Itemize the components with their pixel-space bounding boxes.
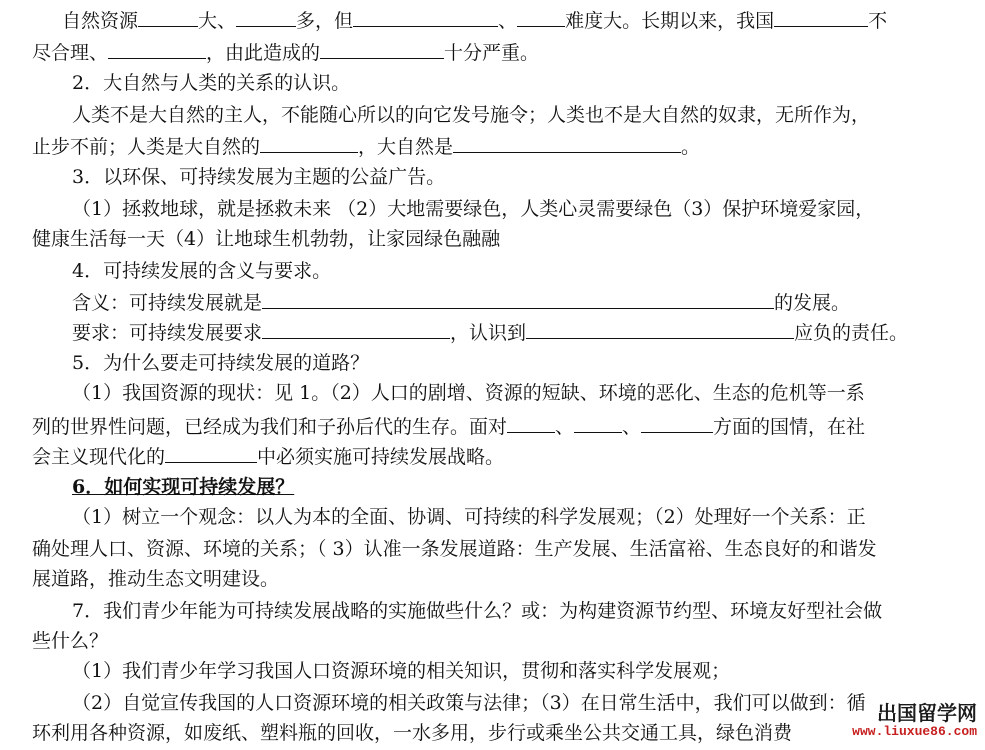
line-text: （1）我国资源的现状：见 1。（2）人口的剧增、资源的短缺、环境的恶化、生态的危机等一系 [72,382,865,404]
fill-blank[interactable] [574,412,622,433]
text-line-5 [32,132,985,160]
text-line-11 [72,318,985,346]
line-text: 健康生活每一天（4）让地球生机勃勃，让家园绿色融融 [32,228,501,250]
line-text: （1）拯救地球，就是拯救未来 （2）大地需要绿色，人类心灵需要绿色（3）保护环境爱家园， [72,198,875,220]
fill-blank[interactable] [260,132,358,153]
line-text: 确处理人口、资源、环境的关系；（ 3）认准一条发展道路：生产发展、生活富裕、生态良好的和谐发 [32,538,877,560]
line-text: 展道路，推动生态文明建设。 [32,568,280,590]
text-line-10 [72,288,985,316]
fill-blank[interactable] [165,442,257,463]
line-text: 不 [868,10,888,32]
line-text: 方面的国情，在社 [713,416,866,438]
line-text: 难度大。长期以来，我国 [565,10,775,32]
line-text: 、 [555,416,575,438]
text-line-3 [72,70,985,96]
section-heading: 6．如何实现可持续发展？ [72,476,295,498]
line-text: （2）自觉宣传我国的人口资源环境的相关政策与法律；（3）在日常生活中，我们可以做到：循 [72,692,866,714]
text-line-22 [72,658,985,684]
fill-blank[interactable] [507,412,555,433]
text-line-21 [32,628,985,654]
text-line-9 [72,258,985,284]
text-line-17 [72,504,985,530]
line-text: 要求：可持续发展要求 [72,322,263,344]
watermark-logo-text: 出国留学网 [877,701,977,725]
text-line-2 [32,38,985,66]
text-line-18 [32,536,985,562]
text-line-4 [72,102,985,128]
watermark-url: www.liuxue86.com [852,724,977,739]
text-line-1 [62,6,985,34]
line-text: 自然资源 [62,10,139,32]
line-text: 3．以环保、可持续发展为主题的公益广告。 [72,166,446,188]
fill-blank[interactable] [236,6,296,27]
line-text: ，大自然是 [358,136,454,158]
fill-blank[interactable] [320,38,444,59]
text-line-15 [32,442,985,470]
text-line-7 [72,196,985,222]
line-text: 十分严重。 [444,42,540,64]
line-text: 些什么？ [32,630,109,652]
fill-blank[interactable] [453,132,681,153]
line-text: 7．我们青少年能为可持续发展战略的实施做些什么？或：为构建资源节约型、环境友好型社会做 [72,600,883,622]
line-text: 2．大自然与人类的关系的认识。 [72,72,351,94]
line-text: 大、 [198,10,237,32]
text-line-20 [72,598,985,624]
line-text: 的发展。 [774,292,851,314]
line-text: 、 [622,416,642,438]
line-text: 会主义现代化的 [32,446,166,468]
fill-blank[interactable] [774,6,868,27]
text-line-19 [32,566,985,592]
line-text: （1）我们青少年学习我国人口资源环境的相关知识，贯彻和落实科学发展观； [72,660,731,682]
line-text: 人类不是大自然的主人，不能随心所以的向它发号施令；人类也不是大自然的奴隶，无所作为， [72,104,871,126]
text-line-13 [72,380,985,406]
line-text: 4．可持续发展的含义与要求。 [72,260,332,282]
line-text: 。 [681,136,701,158]
site-watermark [817,702,977,746]
fill-blank[interactable] [641,412,713,433]
text-line-12 [72,350,985,376]
text-line-8 [32,226,985,252]
line-text: 尽合理、 [32,42,109,64]
line-text: 止步不前；人类是大自然的 [32,136,261,158]
fill-blank[interactable] [138,6,198,27]
line-text: ，认识到 [450,322,527,344]
fill-blank[interactable] [526,318,794,339]
line-text: 列的世界性问题，已经成为我们和子孙后代的生存。面对 [32,416,508,438]
fill-blank[interactable] [262,288,774,309]
line-text: 、 [498,10,518,32]
fill-blank[interactable] [353,6,498,27]
line-text: 环利用各种资源，如废纸、塑料瓶的回收，一水多用，步行或乘坐公共交通工具，绿色消费 [32,722,793,744]
text-line-14 [32,412,985,440]
line-text: 中必须实施可持续发展战略。 [257,446,505,468]
line-text: （1）树立一个观念：以人为本的全面、协调、可持续的科学发展观；（2）处理好一个关系：正 [72,506,866,528]
line-text: 应负的责任。 [794,322,909,344]
fill-blank[interactable] [108,38,206,59]
line-text: 多，但 [296,10,354,32]
fill-blank[interactable] [262,318,450,339]
line-text: 5．为什么要走可持续发展的道路？ [72,352,370,374]
fill-blank[interactable] [517,6,565,27]
line-text: ，由此造成的 [206,42,321,64]
text-line-6 [72,164,985,190]
line-text: 含义：可持续发展就是 [72,292,263,314]
text-line-16 [72,474,985,500]
